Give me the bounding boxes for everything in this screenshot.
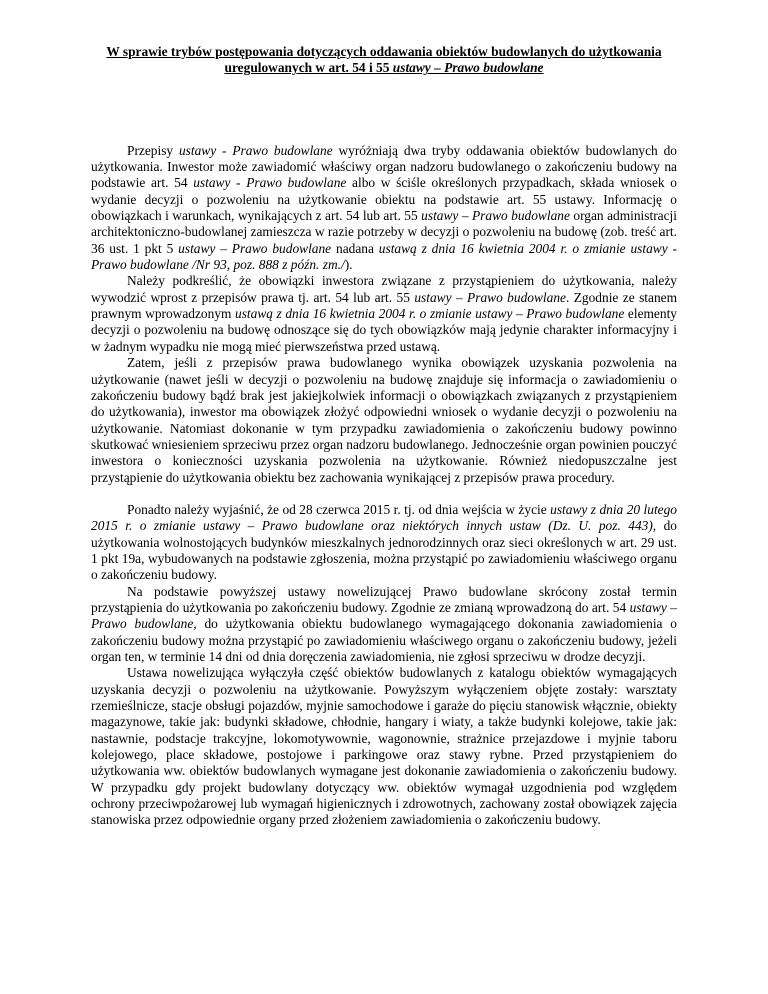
- text-run: Ustawa nowelizująca wyłączyła część obiektów budowlanych z katalogu obiektów wymagających uzyskania decyzji o pozwoleniu na użytkowanie. Powyższym wyłączeniem objęte zostały: warsztaty rzemieślnicze, stacje obsługi pojazdów, myjnie samochodowe i garaże do pięciu stanowisk włącznie, obiekty magazynowe, takie jak: budynki składowe, chłodnie, hangary i wiaty, a także budynki kolejowe, takie jak: nastawnie, podstacje trakcyjne, lokomotywownie, wagonownie, strażnice przejazdowe i myjnie taboru kolejowego, place składowe, postojowe i parkingowe oraz stawy rybne. Przed przystąpieniem do użytkowania ww. obiektów budowlanych wymagane jest dokonanie zawiadomienia o zakończeniu budowy. W przypadku gdy projekt budowlany dotyczący ww. obiektów wymagał uzgodnienia pod względem ochrony przeciwpożarowej lub wymagań higienicznych i zdrowotnych, zachowany został obowiązek zajęcia stanowiska przez odpowiednie organy przed złożeniem zawiadomienia o zakończeniu budowy.: [91, 665, 677, 828]
- document-body: [91, 143, 677, 829]
- paragraph-4: [91, 502, 677, 584]
- paragraph-1: [91, 143, 677, 274]
- text-run: . Zgodnie ze stanem prawnym wprowadzonym: [91, 289, 677, 322]
- italic-run: ustawy – Prawo budowlane: [178, 240, 332, 256]
- italic-run: ustawy - Prawo budowlane: [193, 175, 347, 191]
- italic-run: ustawy – Prawo budowlane: [421, 208, 570, 224]
- italic-run: ustawy - Prawo budowlane: [178, 142, 333, 158]
- paragraph-5: [91, 584, 677, 666]
- paragraph-3: [91, 355, 677, 486]
- text-run: Zatem, jeśli z przepisów prawa budowlanego wynika obowiązek uzyskania pozwolenia na użytkowanie (nawet jeśli w decyzji o pozwoleniu na budowę znajduje się informacja o zawiadomieniu o zakończeniu budowy bądź brak jest jakiejkolwiek informacji o obowiązkach związanych z przystąpieniem do użytkowania), inwestor ma obowiązek złożyć odpowiedni wniosek o wydanie decyzji o pozwoleniu na użytkowanie. Natomiast dokonanie w tym przypadku zawiadomienia o zakończeniu budowy powinno skutkować wniesieniem sprzeciwu przez organ nadzoru budowlanego. Jednocześnie organ powinien pouczyć inwestora o konieczności uzyskania pozwolenia na użytkowanie. Również niedopuszczalne jest przystąpienie do użytkowania obiektu bez zachowania wynikającej z przepisów prawa procedury.: [91, 355, 677, 485]
- document-title: [91, 44, 677, 77]
- text-run: do użytkowania obiektu budowlanego wymagającego dokonania zawiadomienia o zakończeniu budowy można przystąpić po zawiadomieniu właściwego organu o zakończeniu budowy, jeżeli organ ten, w terminie 14 dni od dnia doręczenia zawiadomienia, nie zgłosi sprzeciwu w drodze decyzji.: [91, 616, 677, 664]
- text-run: albo w ściśle określonych przypadkach, składa wniosek o wydanie decyzji o pozwoleniu na użytkowanie obiektu na podstawie art. 55 ustawy. Informację o obowiązkach i warunkach, wynikających z art. 54 lub art. 55: [91, 175, 677, 224]
- text-run: Ponadto należy wyjaśnić, że od 28 czerwca 2015 r. tj. od dnia wejścia w życie: [127, 501, 551, 517]
- italic-run: ustawą z dnia 16 kwietnia 2004 r. o zmianie ustawy – Prawo budowlane: [235, 306, 625, 322]
- text-run: nadana: [331, 240, 379, 256]
- text-run: Przepisy: [127, 142, 179, 158]
- text-run: elementy decyzji o pozwoleniu na budowę odnoszące się do tych obowiązków mają jedynie charakter informacyjny i w żadnym wypadku nie mogą mieć pierwszeństwa przed ustawą.: [91, 306, 677, 354]
- italic-run: ustawy – Prawo budowlane: [392, 60, 544, 76]
- italic-run: ustawy – Prawo budowlane: [414, 289, 566, 305]
- document-page: [91, 44, 677, 829]
- paragraph-2: [91, 273, 677, 355]
- italic-run: ustawy – Prawo budowlane,: [91, 599, 677, 632]
- text-run: Na podstawie powyższej ustawy nowelizującej Prawo budowlane skrócony został termin przystąpienia do użytkowania po zakończeniu budowy. Zgodnie ze zmianą wprowadzoną do art. 54: [91, 583, 677, 615]
- paragraph-6: [91, 665, 677, 828]
- text-run: wyróżniają dwa tryby oddawania obiektów budowlanych do użytkowania. Inwestor może zawiadomić właściwy organ nadzoru budowlanego o zakończeniu budowy na podstawie art. 54: [91, 142, 677, 191]
- text-run: Należy podkreślić, że obowiązki inwestora związane z przystąpieniem do użytkowania, należy wywodzić wprost z przepisów prawa tj. art. 54 lub art. 55: [91, 273, 677, 305]
- italic-run: ustawy z dnia 20 lutego 2015 r. o zmianie ustawy – Prawo budowlane oraz niektórych innych ustaw (Dz. U. poz. 443),: [91, 501, 677, 534]
- text-run: organ administracji architektoniczno-budowlanej zamieszcza w razie potrzeby w decyzji o pozwoleniu na budowę (zob. treść art. 36 ust. 1 pkt 5: [91, 208, 677, 256]
- text-run: W sprawie trybów postępowania dotyczących oddawania obiektów budowlanych do użytkowania uregulowanych w art. 54 i 55: [106, 44, 662, 76]
- text-run: ).: [344, 257, 353, 273]
- italic-run: ustawą z dnia 16 kwietnia 2004 r. o zmianie ustawy - Prawo budowlane /Nr 93, poz. 888 z późn. zm./: [91, 240, 677, 273]
- text-run: do użytkowania wolnostojących budynków mieszkalnych jednorodzinnych oraz sieci określonych w art. 29 ust. 1 pkt 19a, wybudowanych na podstawie zgłoszenia, można przystąpić po zawiadomieniu właściwego organu o zakończeniu budowy.: [91, 518, 677, 583]
